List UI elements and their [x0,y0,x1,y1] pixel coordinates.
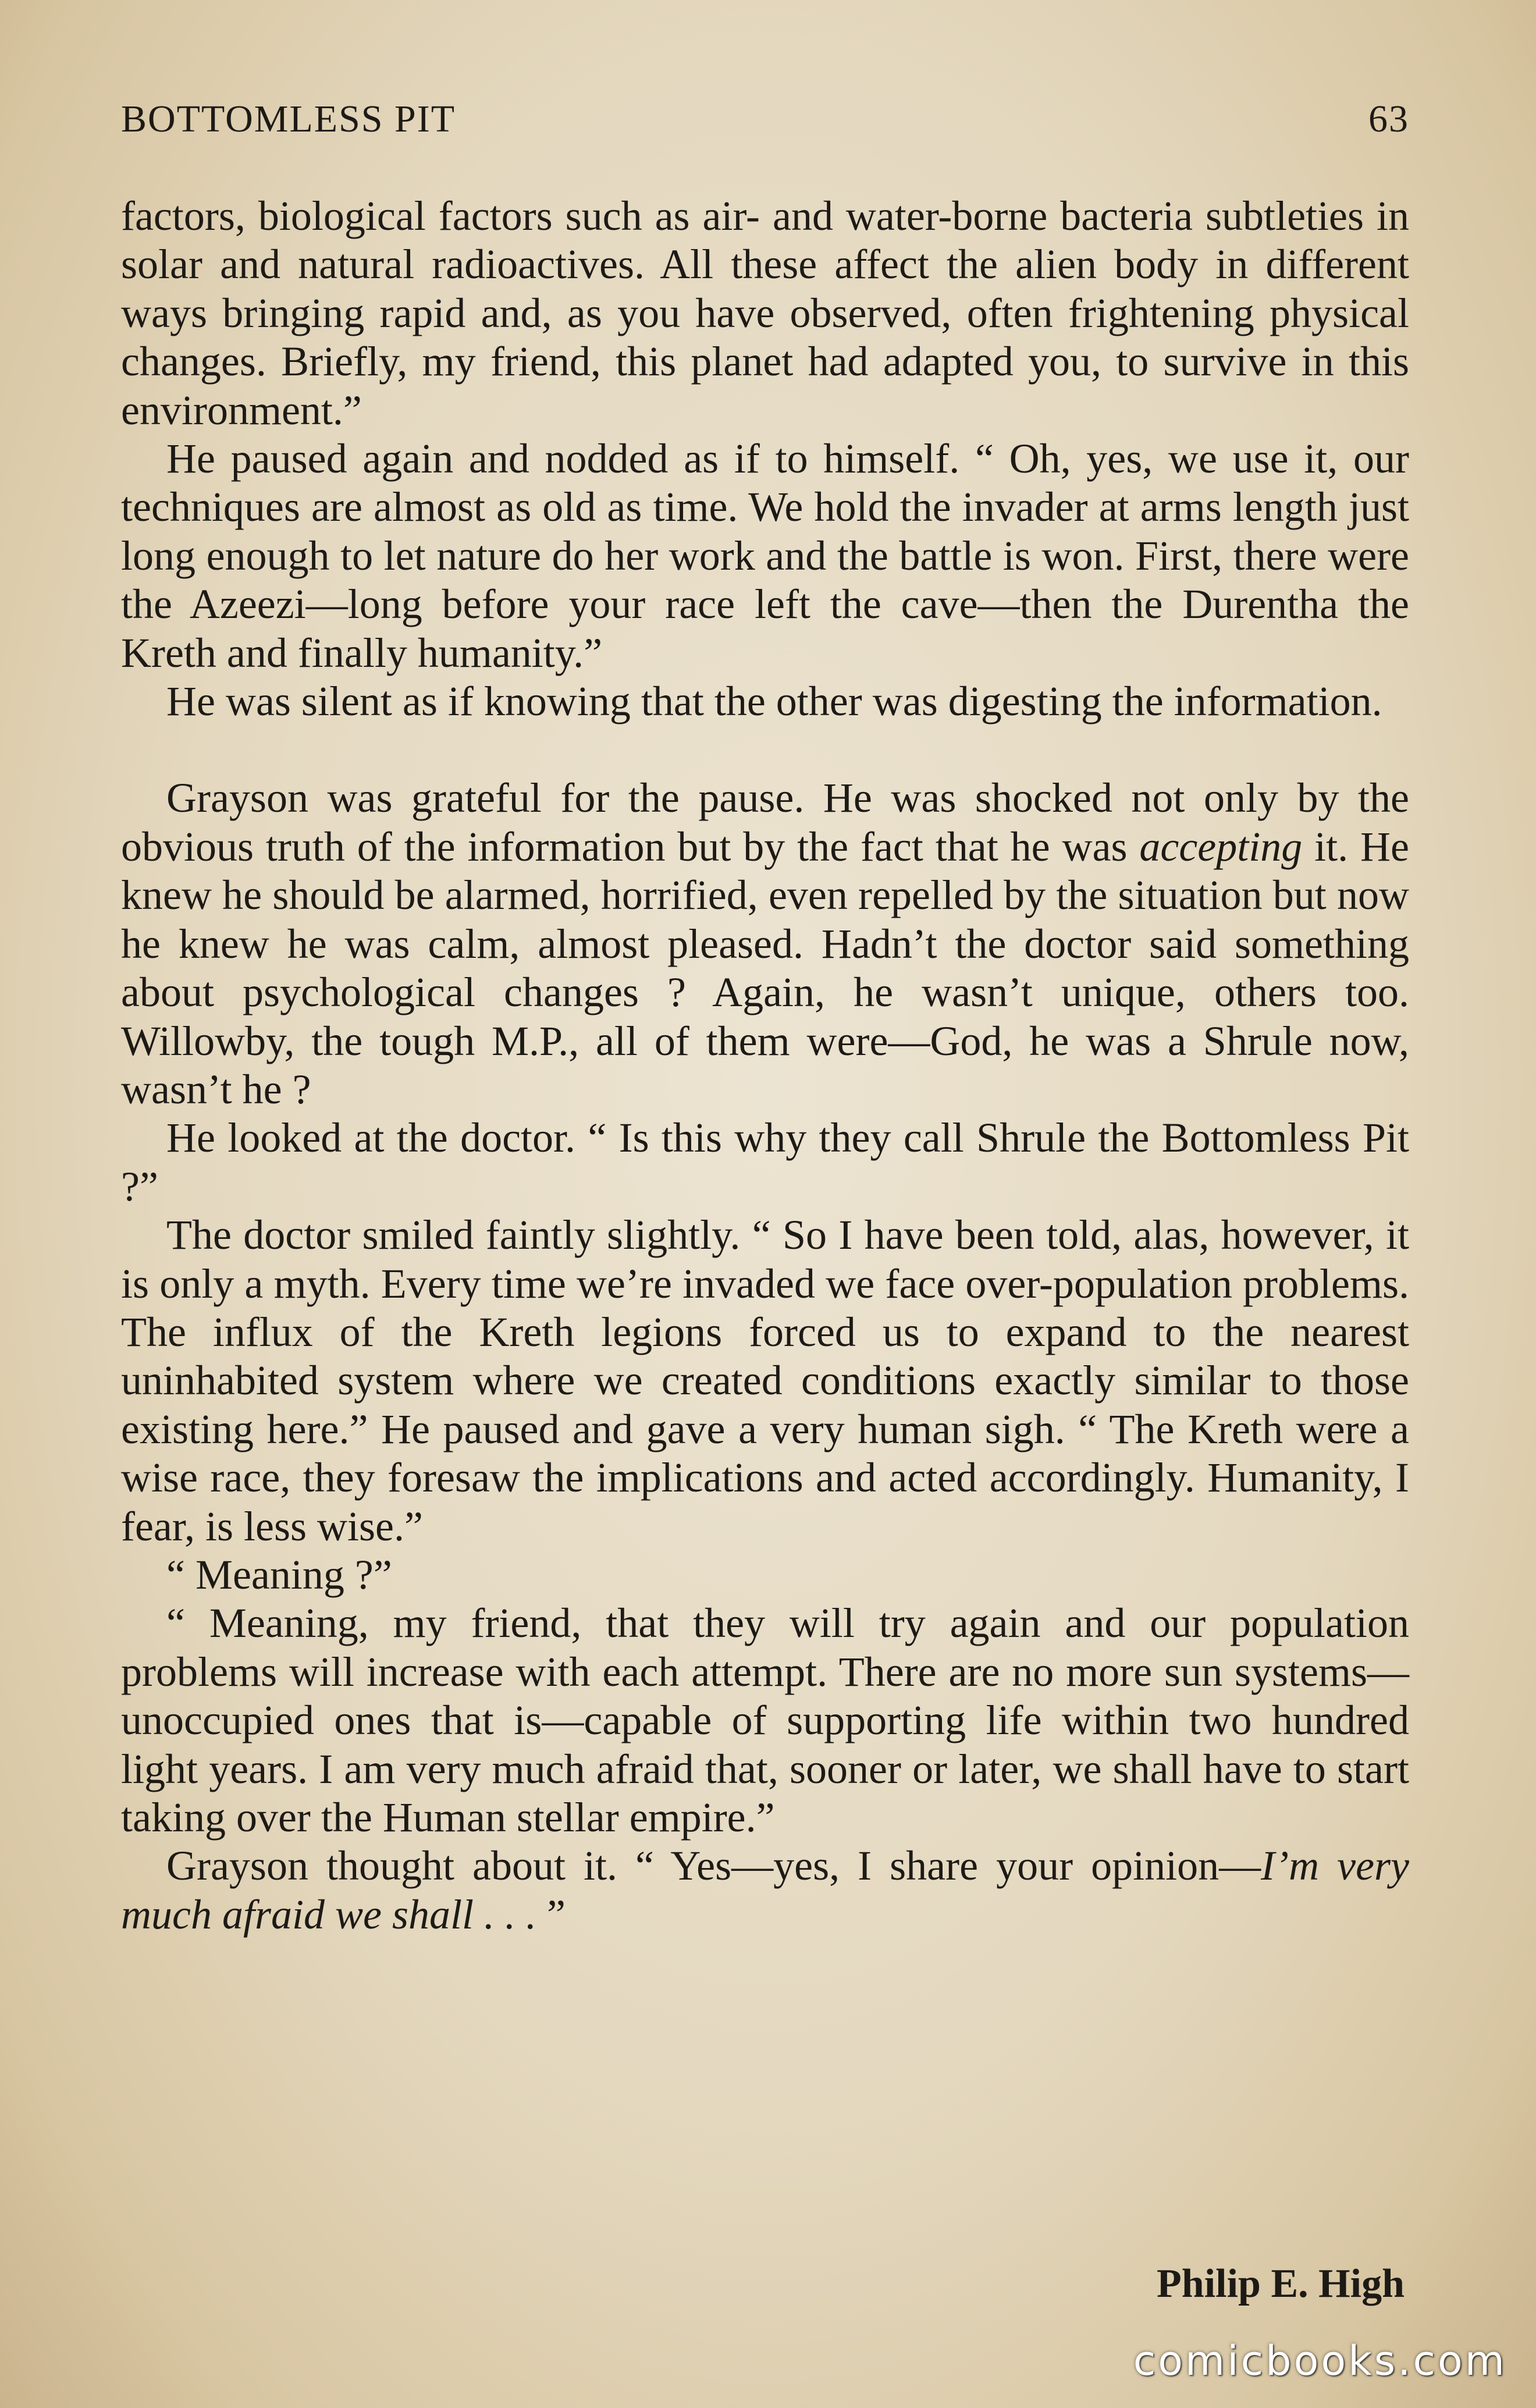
author-signature: Philip E. High [1157,2261,1405,2306]
story-text [121,192,1409,1939]
paragraph: He paused again and nodded as if to himself. “ Oh, yes, we use it, our techniques are almost as old as time. We hold the invader at arms length just long enough to let nature do her work and the battle is won. First, there were the Azeezi—long before your race left the cave—then the Durentha the Kreth and finally humanity.” [121,435,1409,676]
paragraph-final: Grayson thought about it. “ Yes—yes, I share your opinion—I’m very much afraid we shall . . . ” [121,1842,1409,1938]
paragraph: Grayson was grateful for the pause. He was shocked not only by the obvious truth of the information but by the fact that he was accepting it. He knew he should be alarmed, horrified, even repelled by the situation but now he knew he was calm, almost pleased. Hadn’t the doctor said something about psychological changes ? Again, he wasn’t unique, others too. Willowby, the tough M.P., all of them were—God, he was a Shrule now, wasn’t he ? [121,775,1409,1113]
running-title: BOTTOMLESS PIT [121,98,456,140]
paragraph: “ Meaning ?” [166,1551,392,1598]
section-break [121,726,1409,774]
paragraph: “ Meaning, my friend, that they will try again and our population problems will increase with each attempt. There are no more sun systems—unoccupied ones that is—capable of supporting life within two hundred light years. I am very much afraid that, sooner or later, we shall have to start taking over the Human stellar empire.” [121,1600,1409,1841]
paragraph: He looked at the doctor. “ Is this why they call Shrule the Bottomless Pit ?” [121,1114,1409,1210]
running-header [121,93,1409,145]
page-number: 63 [1368,98,1409,140]
paragraph: He was silent as if knowing that the other was digesting the information. [166,678,1382,725]
paragraph: The doctor smiled faintly slightly. “ So I have been told, alas, however, it is only a myth. Every time we’re invaded we face over-population problems. The influx of the Kreth legions forced us to expand to the nearest uninhabited system where we created conditions exactly similar to those existing here.” He paused and gave a very human sigh. “ The Kreth were a wise race, they foresaw the implications and acted accordingly. Humanity, I fear, is less wise.” [121,1212,1409,1550]
paragraph-continued: factors, biological factors such as air- and water-borne bacteria subtleties in solar and natural radioactives. All these affect the alien body in different ways bringing rapid and, as you have observed, often frightening physical changes. Briefly, my friend, this planet had adapted you, to survive in this environment.” [121,193,1409,434]
watermark: comicbooks.com [1133,2337,1507,2385]
